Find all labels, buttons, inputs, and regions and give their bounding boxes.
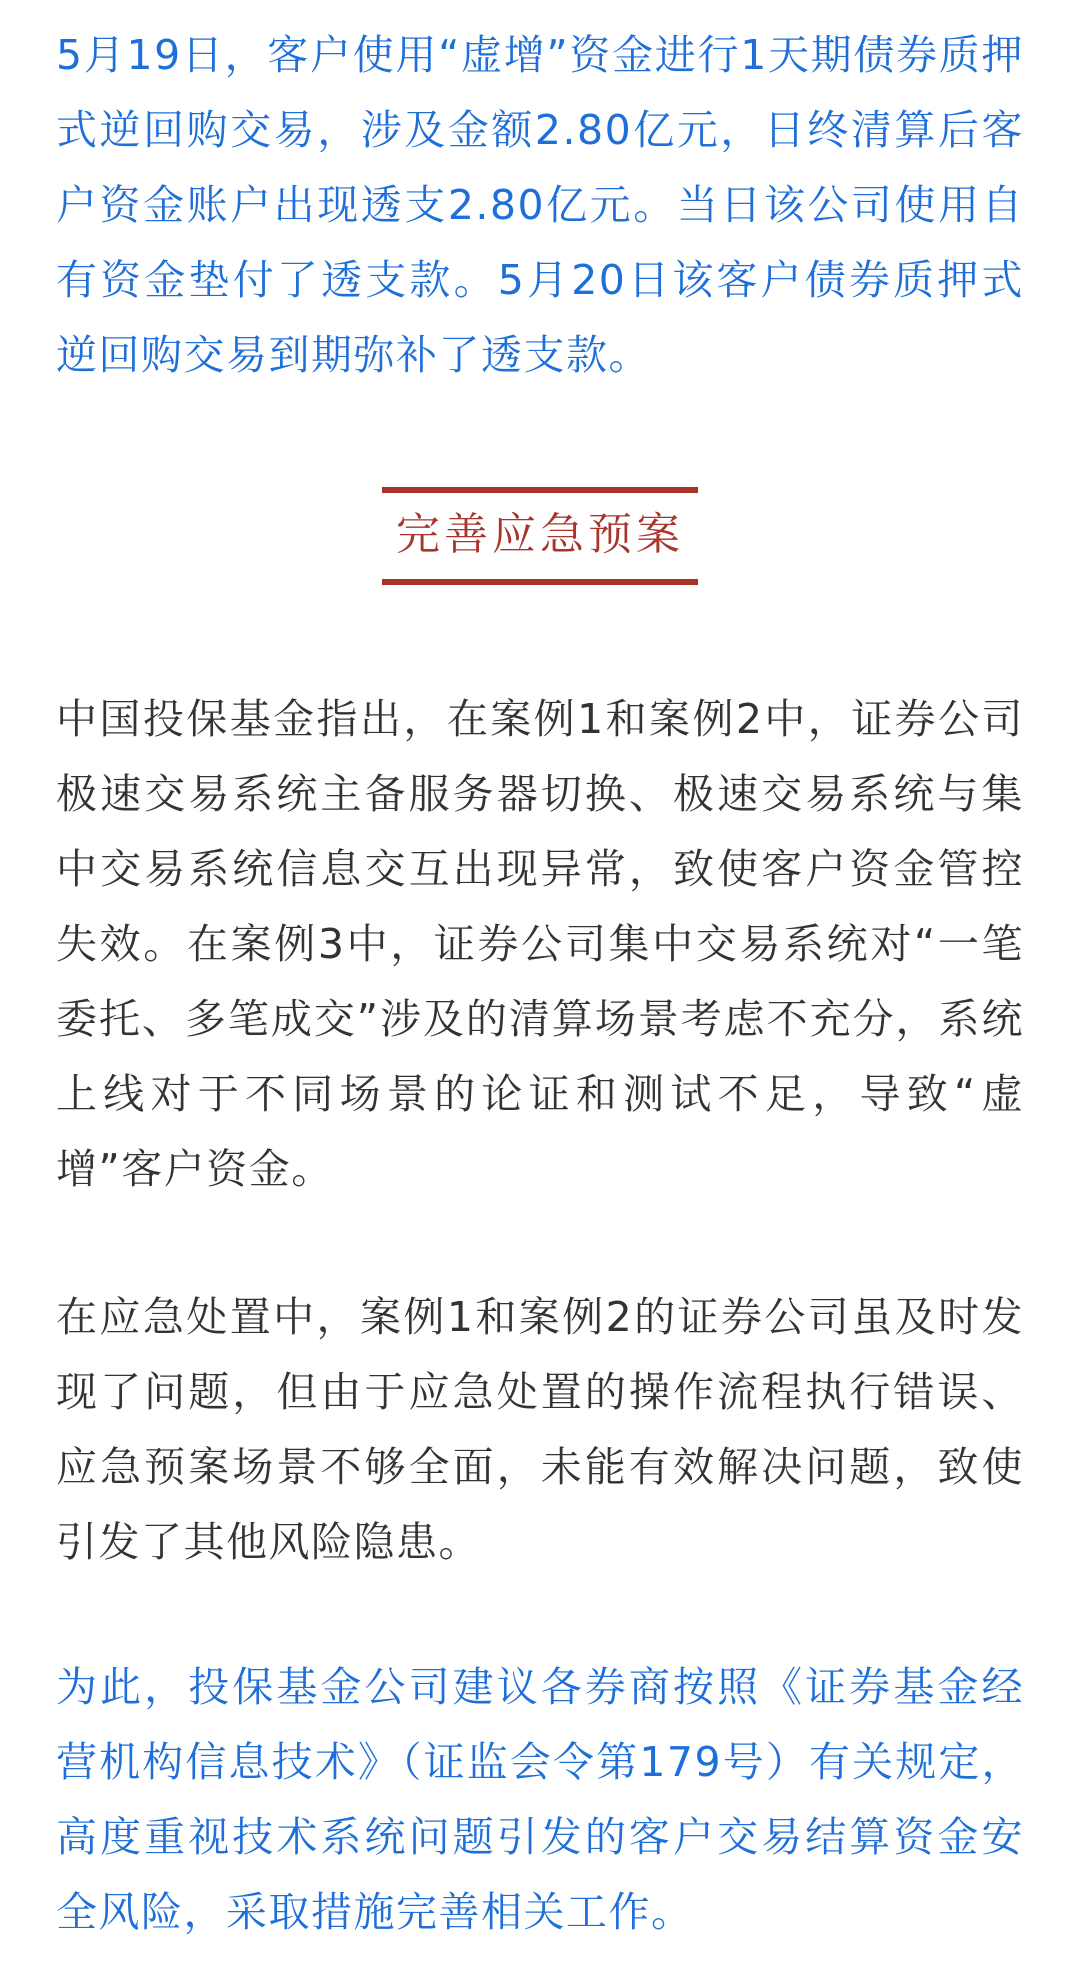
section-title: 完善应急预案 xyxy=(382,487,698,585)
paragraph-recommendation: 为此，投保基金公司建议各券商按照《证券基金经营机构信息技术》（证监会令第179号）有关规定，高度重视技术系统问题引发的客户交易结算资金安全风险，采取措施完善相关工作。 xyxy=(56,1663,1024,1936)
section-title-container xyxy=(56,487,1024,585)
paragraph-analysis: 中国投保基金指出，在案例1和案例2中，证券公司极速交易系统主备服务器切换、极速交易系统与集中交易系统信息交互出现异常，致使客户资金管控失效。在案例3中，证券公司集中交易系统对“一笔委托、多笔成交”涉及的清算场景考虑不充分，系统上线对于不同场景的论证和测试不足，导致“虚增”客户资金。 xyxy=(56,695,1024,1193)
paragraph-emergency-handling: 在应急处置中，案例1和案例2的证券公司虽及时发现了问题，但由于应急处置的操作流程执行错误、应急预案场景不够全面，未能有效解决问题，致使引发了其他风险隐患。 xyxy=(56,1293,1024,1566)
paragraph-case-description: 5月19日，客户使用“虚增”资金进行1天期债券质押式逆回购交易，涉及金额2.80亿元，日终清算后客户资金账户出现透支2.80亿元。当日该公司使用自有资金垫付了透支款。5月20日该客户债券质押式逆回购交易到期弥补了透支款。 xyxy=(56,31,1024,379)
